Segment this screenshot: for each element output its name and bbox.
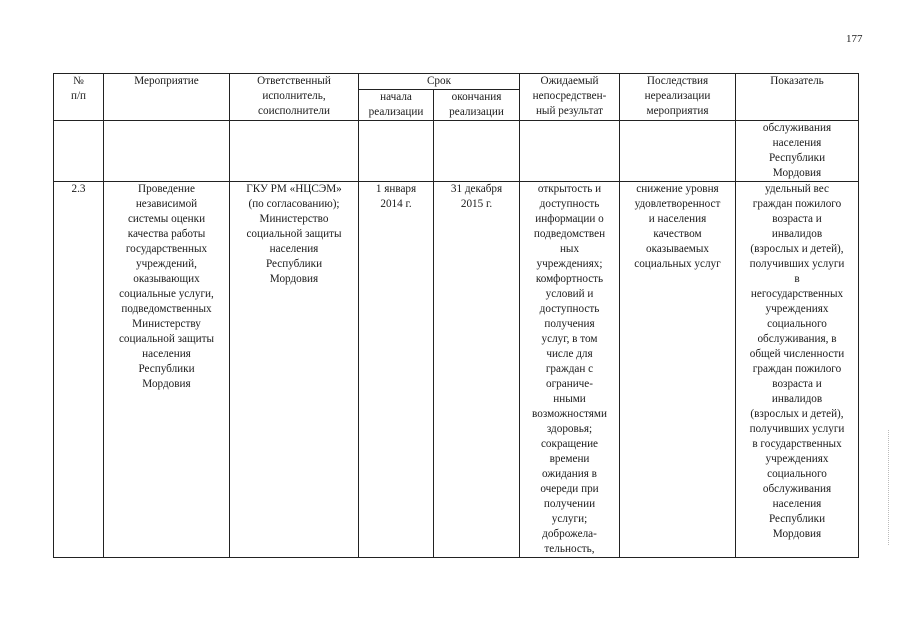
cell-responsible	[230, 121, 359, 182]
cell-consequences: снижение уровня удовлетворенност и населения качеством оказываемых социальных услуг	[620, 182, 736, 558]
header-row	[54, 74, 859, 90]
header-indicator: Показатель	[736, 74, 859, 121]
cell-event	[104, 121, 230, 182]
table-row-continuation	[54, 121, 859, 182]
cell-consequences	[620, 121, 736, 182]
cell-expected	[520, 121, 620, 182]
cell-indicator: удельный вес граждан пожилого возраста и инвалидов (взрослых и детей), получивших услуги в негосударственных учреждениях социального обслуживания, в общей численности граждан пожилого возраста и инвалидов (взрослых и детей), получивших услуги в государственных учреждениях социального обслуживания населения Республики Мордовия	[736, 182, 859, 558]
table-row-2-3	[54, 182, 859, 558]
header-expected: Ожидаемый непосредствен- ный результат	[520, 74, 620, 121]
cell-responsible: ГКУ РМ «НЦСЭМ» (по согласованию); Министерство социальной защиты населения Республики Мордовия	[230, 182, 359, 558]
header-term: Срок	[359, 74, 520, 90]
cell-event: Проведение независимой системы оценки качества работы государственных учреждений, оказывающих социальные услуги, подведомственных Министерству социальной защиты населения Республики Мордовия	[104, 182, 230, 558]
cell-term-start	[359, 121, 434, 182]
cell-term-start: 1 января 2014 г.	[359, 182, 434, 558]
cell-indicator: обслуживания населения Республики Мордовия	[736, 121, 859, 182]
header-term-end: окончания реализации	[434, 90, 520, 121]
page-number: 177	[846, 33, 863, 45]
scan-margin-marks	[888, 430, 892, 545]
cell-expected: открытость и доступность информации о подведомствен ных учреждениях; комфортность условий и доступность получения услуг, в том числе для граждан с ограниче- нными возможностями здоровья; сокращение времени ожидания в очереди при получении услуги; доброжела- тельность,	[520, 182, 620, 558]
header-term-start: начала реализации	[359, 90, 434, 121]
cell-term-end: 31 декабря 2015 г.	[434, 182, 520, 558]
header-responsible: Ответственный исполнитель, соисполнители	[230, 74, 359, 121]
header-event: Мероприятие	[104, 74, 230, 121]
header-num: № п/п	[54, 74, 104, 121]
cell-term-end	[434, 121, 520, 182]
cell-num	[54, 121, 104, 182]
cell-num: 2.3	[54, 182, 104, 558]
plan-table	[53, 73, 859, 558]
header-consequences: Последствия нереализации мероприятия	[620, 74, 736, 121]
